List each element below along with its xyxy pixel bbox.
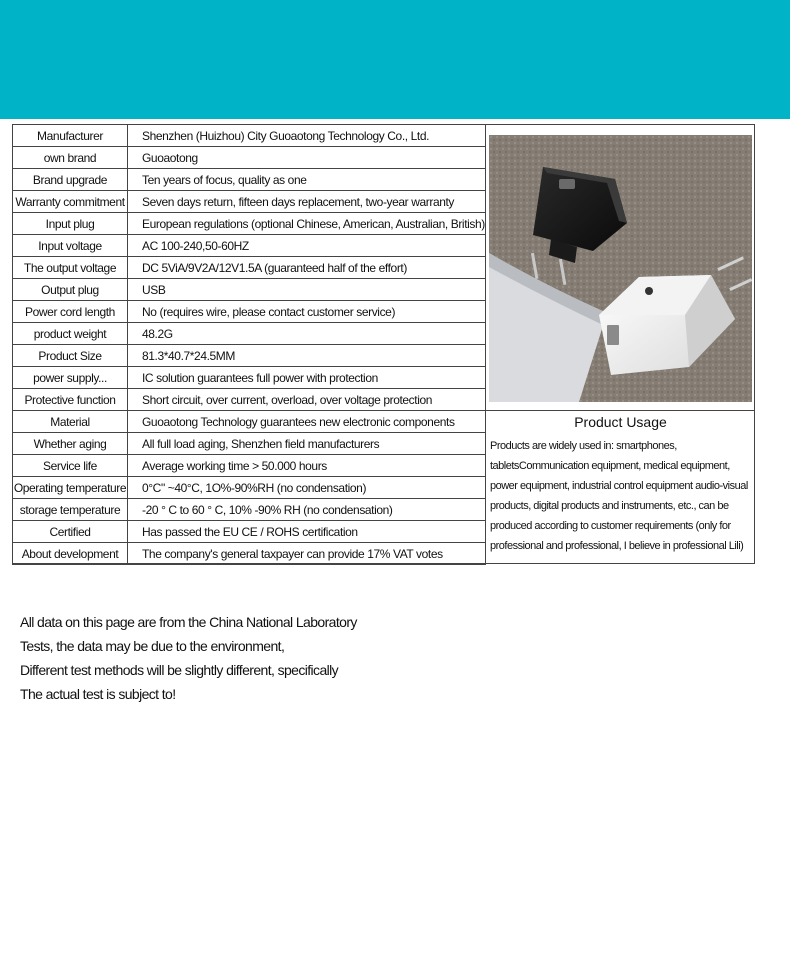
usage-text: Products are widely used in: smartphones, tabletsCommunication equipment, medical equipment, power equipment, industrial control equipment audio-visual products, digital products and instruments, etc., can be produced according to customer requirements (only for professional and professional, I believe in professional Lili)	[490, 440, 748, 552]
spec-value: The company's general taxpayer can provide 17% VAT votes	[128, 543, 486, 565]
spec-value: USB	[128, 279, 486, 301]
spec-label: The output voltage	[13, 257, 128, 279]
spec-value: Guoaotong	[128, 147, 486, 169]
spec-label: Input plug	[13, 213, 128, 235]
spec-value: Ten years of focus, quality as one	[128, 169, 486, 191]
spec-row	[13, 323, 486, 345]
spec-row	[13, 543, 486, 565]
spec-row	[13, 499, 486, 521]
spec-label: storage temperature	[13, 499, 128, 521]
spec-value: -20 ° C to 60 ° C, 10% -90% RH (no condensation)	[128, 499, 486, 521]
spec-row	[13, 213, 486, 235]
spec-value: 48.2G	[128, 323, 486, 345]
spec-row	[13, 147, 486, 169]
spec-row	[13, 389, 486, 411]
spec-label: product weight	[13, 323, 128, 345]
spec-value: 0°C" ~40°C, 1O%-90%RH (no condensation)	[128, 477, 486, 499]
spec-table	[12, 124, 486, 565]
note-line: Tests, the data may be due to the environment,	[20, 638, 285, 654]
spec-row	[13, 411, 486, 433]
spec-value: AC 100-240,50-60HZ	[128, 235, 486, 257]
spec-label: power supply...	[13, 367, 128, 389]
test-disclaimer	[20, 610, 440, 706]
spec-label: Certified	[13, 521, 128, 543]
spec-row	[13, 477, 486, 499]
spec-value: Short circuit, over current, overload, over voltage protection	[128, 389, 486, 411]
note-line: The actual test is subject to!	[20, 686, 176, 702]
spec-label: Manufacturer	[13, 125, 128, 147]
note-line: Different test methods will be slightly different, specifically	[20, 662, 339, 678]
spec-label: Output plug	[13, 279, 128, 301]
spec-value: Average working time > 50.000 hours	[128, 455, 486, 477]
spec-label: Warranty commitment	[13, 191, 128, 213]
spec-label: Input voltage	[13, 235, 128, 257]
right-divider	[486, 410, 755, 411]
spec-row	[13, 455, 486, 477]
spec-row	[13, 169, 486, 191]
spec-label: Brand upgrade	[13, 169, 128, 191]
spec-label: Whether aging	[13, 433, 128, 455]
spec-value: 81.3*40.7*24.5MM	[128, 345, 486, 367]
spec-value: No (requires wire, please contact customer service)	[128, 301, 486, 323]
charger-photo-illustration	[489, 135, 752, 402]
spec-row	[13, 433, 486, 455]
spec-value: Guoaotong Technology guarantees new electronic components	[128, 411, 486, 433]
spec-label: Service life	[13, 455, 128, 477]
spec-label: own brand	[13, 147, 128, 169]
spec-value: IC solution guarantees full power with protection	[128, 367, 486, 389]
spec-label: About development	[13, 543, 128, 565]
spec-row	[13, 345, 486, 367]
product-photo	[489, 135, 752, 402]
header-banner	[0, 0, 790, 119]
spec-label: Power cord length	[13, 301, 128, 323]
spec-label: Material	[13, 411, 128, 433]
spec-label: Operating temperature	[13, 477, 128, 499]
spec-row	[13, 521, 486, 543]
spec-value: DC 5ViA/9V2A/12V1.5A (guaranteed half of the effort)	[128, 257, 486, 279]
spec-value: Seven days return, fifteen days replacement, two-year warranty	[128, 191, 486, 213]
spec-label: Product Size	[13, 345, 128, 367]
spec-value: Has passed the EU CE / ROHS certification	[128, 521, 486, 543]
spec-row	[13, 125, 486, 147]
spec-row	[13, 257, 486, 279]
usage-title: Product Usage	[574, 414, 667, 430]
note-line: All data on this page are from the China National Laboratory	[20, 614, 357, 630]
spec-row	[13, 367, 486, 389]
spec-value: European regulations (optional Chinese, American, Australian, British)	[128, 213, 486, 235]
spec-label: Protective function	[13, 389, 128, 411]
spec-value: Shenzhen (Huizhou) City Guoaotong Technology Co., Ltd.	[128, 125, 486, 147]
spec-row	[13, 279, 486, 301]
spec-row	[13, 191, 486, 213]
spec-row	[13, 301, 486, 323]
spec-row	[13, 235, 486, 257]
spec-value: All full load aging, Shenzhen field manufacturers	[128, 433, 486, 455]
